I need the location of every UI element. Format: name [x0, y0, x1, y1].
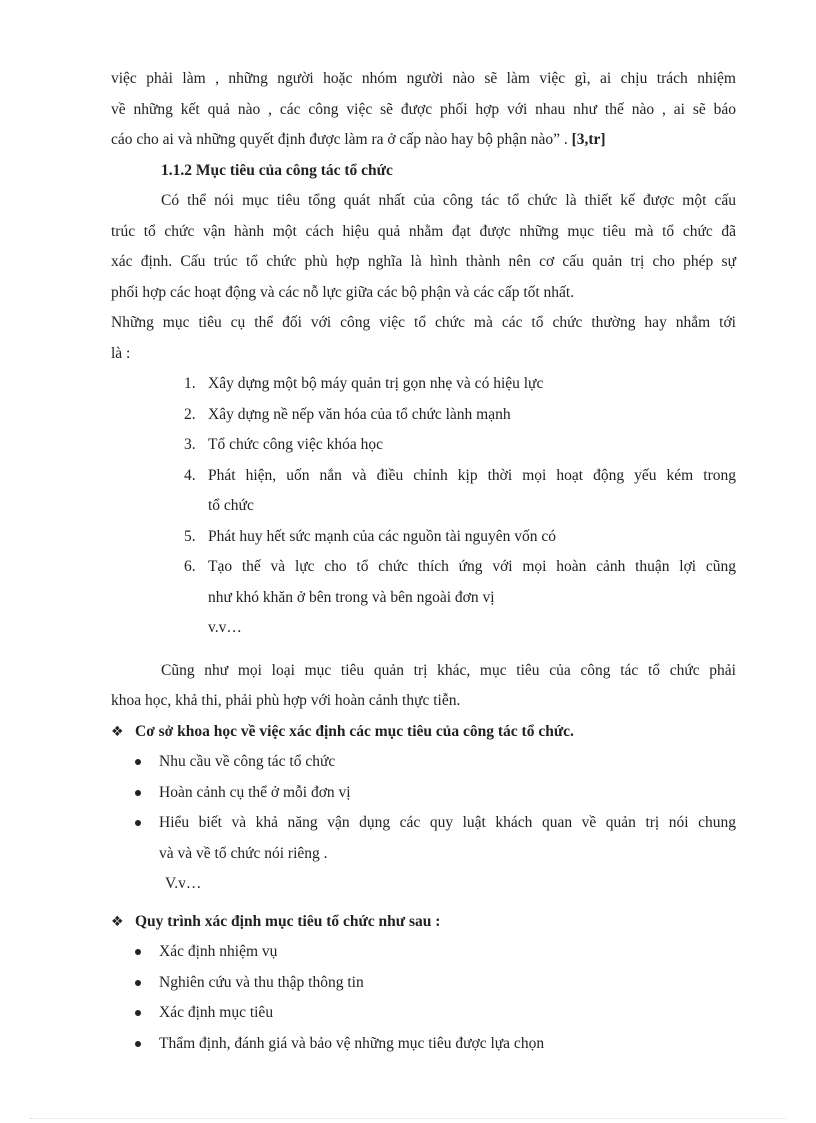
process-section [111, 907, 736, 1060]
text-line: phối hợp các hoạt động và các nỗ lực giữa các bộ phận và các cấp tốt nhất. [111, 283, 575, 301]
list-number: 5. [184, 527, 196, 545]
text-line: trúc tổ chức vận hành một cách hiệu quả nhằm đạt được những mục tiêu mà tổ chức đã [111, 222, 736, 240]
list-item-text: Phát huy hết sức mạnh của các nguồn tài nguyên vốn có [208, 527, 557, 545]
citation: [3,tr] [571, 131, 606, 148]
bullet-item-text: Hoàn cảnh cụ thể ở mỗi đơn vị [159, 783, 351, 801]
bullet-dot-icon [135, 790, 141, 796]
list-item [111, 522, 736, 553]
continuation-paragraph [111, 64, 736, 156]
list-number: 2. [184, 405, 196, 423]
list-etc: v.v… [208, 619, 242, 636]
process-heading [111, 907, 736, 938]
text-line-last: cáo cho ai và những quyết định được làm ra ở cấp nào hay bộ phận nào” . [111, 131, 568, 148]
list-number: 4. [184, 466, 196, 484]
list-number: 6. [184, 558, 196, 575]
numbered-list [111, 369, 736, 644]
diamond-bullet-icon: ❖ [111, 913, 124, 930]
process-heading-text: Quy trình xác định mục tiêu tổ chức như sau : [135, 912, 441, 930]
bullet-item [111, 808, 736, 869]
bullet-dot-icon [135, 1041, 141, 1047]
like-others-paragraph [111, 656, 736, 717]
list-number: 3. [184, 436, 196, 453]
list-item [111, 400, 736, 431]
basis-section [111, 717, 736, 900]
list-item [111, 461, 736, 522]
bullet-item-text: Thẩm định, đánh giá và bảo vệ những mục tiêu được lựa chọn [159, 1034, 545, 1052]
page-body [111, 64, 736, 1059]
bullet-item [111, 778, 736, 809]
basis-heading [111, 717, 736, 748]
text-line: xác định. Cấu trúc tổ chức phù hợp nghĩa là hình thành nên cơ cấu quản trị cho phép sự [111, 253, 736, 270]
footer-divider [30, 1118, 786, 1119]
bullet-dot-icon [135, 949, 141, 955]
bullet-item-text: Hiểu biết và khả năng vận dụng các quy luật khách quan về quản trị nói chung [159, 814, 736, 831]
text-line: về những kết quả nào , các công việc sẽ được phối hợp với nhau như thế nào , ai sẽ báo [111, 100, 736, 118]
list-item-line [111, 461, 736, 492]
basis-etc: V.v… [165, 875, 202, 892]
list-item-line [111, 552, 736, 583]
list-item-text: Xây dựng nề nếp văn hóa của tổ chức lành mạnh [208, 405, 511, 423]
list-item [111, 552, 736, 613]
bullet-item [111, 998, 736, 1029]
bullet-item-text: Xác định nhiệm vụ [159, 943, 278, 960]
bullet-dot-icon [135, 1010, 141, 1016]
list-item-text: Phát hiện, uốn nắn và điều chỉnh kịp thời mọi hoạt động yếu kém trong [208, 466, 736, 484]
list-item [111, 430, 736, 461]
section-heading: 1.1.2 Mục tiêu của công tác tổ chức [161, 161, 393, 179]
text-line: là : [111, 344, 131, 362]
list-item-text: Tổ chức công việc khóa học [208, 436, 383, 453]
bullet-item-continuation: và và về tổ chức nói riêng . [159, 844, 328, 862]
bullet-item [111, 1029, 736, 1060]
bullet-item-text: Nhu cầu về công tác tổ chức [159, 753, 336, 770]
bullet-item-line [111, 808, 736, 839]
bullet-dot-icon [135, 980, 141, 986]
spacer [111, 900, 736, 907]
text-line [111, 125, 736, 156]
text-line: khoa học, khả thi, phải phù hợp với hoàn cảnh thực tiễn. [111, 692, 461, 709]
text-line: Có thể nói mục tiêu tổng quát nhất của công tác tổ chức là thiết kế được một cấu [161, 192, 736, 209]
bullet-item [111, 968, 736, 999]
spacer [111, 644, 736, 656]
list-item-continuation: như khó khăn ở bên trong và bên ngoài đơn vị [208, 588, 495, 606]
bullet-item [111, 747, 736, 778]
list-item-text: Xây dựng một bộ máy quản trị gọn nhẹ và có hiệu lực [208, 375, 544, 392]
diamond-bullet-icon: ❖ [111, 723, 124, 740]
text-line: việc phải làm , những người hoặc nhóm người nào sẽ làm việc gì, ai chịu trách nhiệm [111, 70, 736, 87]
bullet-item [111, 937, 736, 968]
list-item-text: Tạo thế và lực cho tổ chức thích ứng với mọi hoàn cảnh thuận lợi cũng [208, 558, 736, 575]
bullet-dot-icon [135, 820, 141, 826]
text-line: Những mục tiêu cụ thể đối với công việc tổ chức mà các tổ chức thường hay nhắm tới [111, 314, 736, 331]
goal-paragraph [111, 186, 736, 308]
specific-goals-paragraph [111, 308, 736, 369]
list-item [111, 369, 736, 400]
list-item-continuation: tổ chức [208, 497, 254, 514]
basis-heading-text: Cơ sở khoa học về việc xác định các mục tiêu của công tác tổ chức. [135, 722, 574, 740]
list-number: 1. [184, 375, 196, 392]
bullet-item-text: Xác định mục tiêu [159, 1004, 274, 1021]
bullet-dot-icon [135, 759, 141, 765]
bullet-item-text: Nghiên cứu và thu thập thông tin [159, 973, 364, 991]
text-line: Cũng như mọi loại mục tiêu quản trị khác, mục tiêu của công tác tổ chức phải [161, 661, 736, 679]
